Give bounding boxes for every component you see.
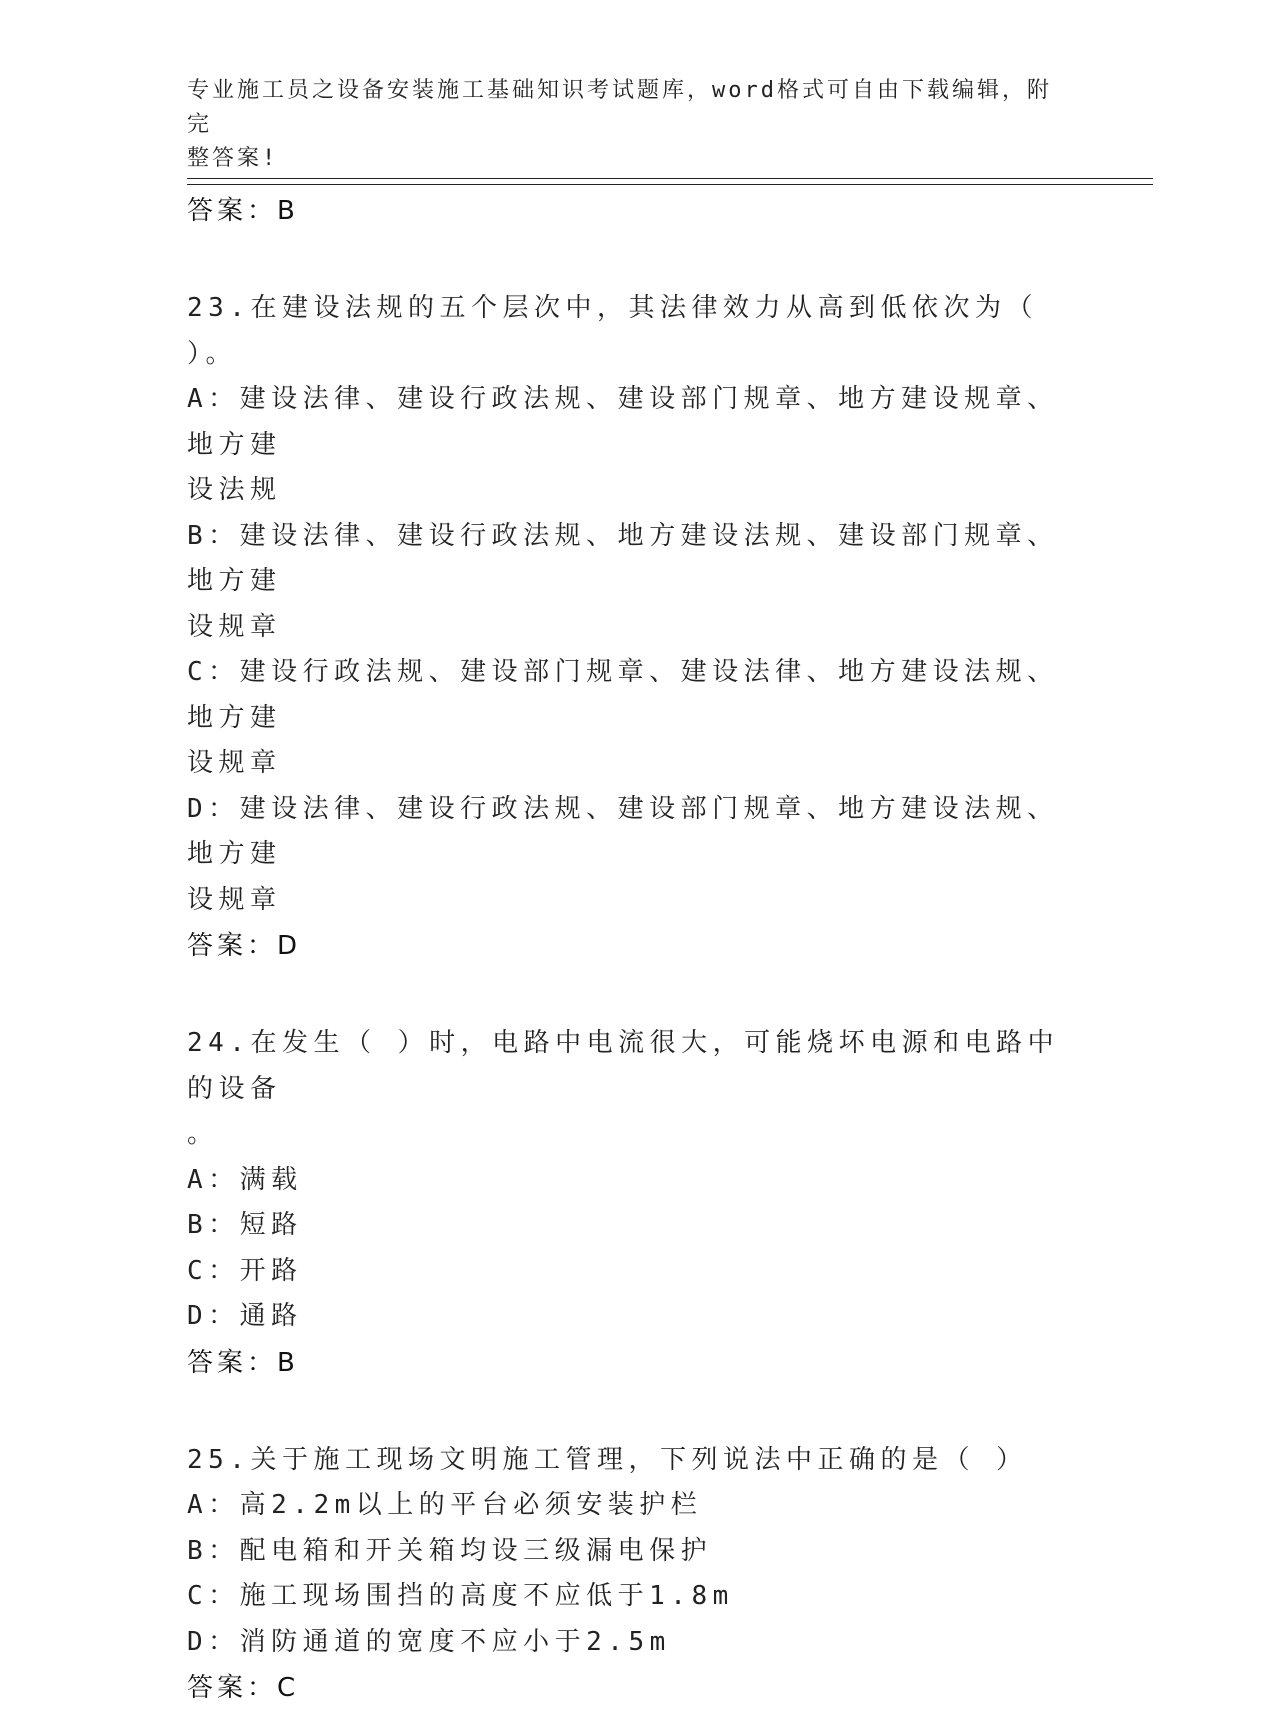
- question-stem: [187, 1021, 1067, 1158]
- question-list: [187, 188, 1067, 1711]
- answer-line: [187, 923, 1067, 969]
- question-stem: 25.关于施工现场文明施工管理，下列说法中正确的是（ ）: [187, 1438, 1067, 1484]
- answer-value: B: [277, 1348, 296, 1378]
- answer-label: 答案：: [187, 196, 277, 226]
- option-d: D：消防通道的宽度不应小于2.5m: [187, 1620, 1067, 1666]
- option-b: B：短路: [187, 1203, 1067, 1249]
- answer-line: [187, 1340, 1067, 1386]
- option-a: A：高2.2m以上的平台必须安装护栏: [187, 1483, 1067, 1529]
- header-divider: [187, 178, 1153, 185]
- answer-label: 答案：: [187, 1348, 277, 1378]
- option-c: C：开路: [187, 1249, 1067, 1295]
- document-header: [187, 74, 1067, 176]
- answer-value: D: [277, 931, 298, 961]
- option-a: [187, 377, 1067, 514]
- option-text-line: D：建设法律、建设行政法规、建设部门规章、地方建设法规、地方建: [187, 787, 1067, 878]
- option-text-line: 设规章: [187, 741, 1067, 787]
- question-25: [187, 1438, 1067, 1711]
- option-text-line: C：建设行政法规、建设部门规章、建设法律、地方建设法规、地方建: [187, 650, 1067, 741]
- previous-answer: [187, 188, 1067, 234]
- question-23: [187, 286, 1067, 969]
- option-c: [187, 650, 1067, 787]
- stem-text-line: 。: [187, 1112, 1067, 1158]
- header-line-1: 专业施工员之设备安装施工基础知识考试题库，word格式可自由下载编辑，附完: [187, 74, 1067, 142]
- option-a: A：满载: [187, 1158, 1067, 1204]
- option-text-line: 设规章: [187, 878, 1067, 924]
- question-stem: 23.在建设法规的五个层次中，其法律效力从高到低依次为（ ）。: [187, 286, 1067, 377]
- option-d: D：通路: [187, 1294, 1067, 1340]
- option-text-line: 设规章: [187, 605, 1067, 651]
- option-text-line: B：建设法律、建设行政法规、地方建设法规、建设部门规章、地方建: [187, 514, 1067, 605]
- option-c: C：施工现场围挡的高度不应低于1.8m: [187, 1574, 1067, 1620]
- answer-value: C: [277, 1673, 296, 1703]
- stem-text-line: 24.在发生（ ）时，电路中电流很大，可能烧坏电源和电路中的设备: [187, 1021, 1067, 1112]
- option-d: [187, 787, 1067, 924]
- answer-label: 答案：: [187, 1673, 277, 1703]
- option-b: [187, 514, 1067, 651]
- option-text-line: 设法规: [187, 468, 1067, 514]
- answer-label: 答案：: [187, 931, 277, 961]
- answer-line: [187, 1665, 1067, 1711]
- answer-value: B: [277, 196, 296, 226]
- option-b: B：配电箱和开关箱均设三级漏电保护: [187, 1529, 1067, 1575]
- question-24: [187, 1021, 1067, 1386]
- option-text-line: A：建设法律、建设行政法规、建设部门规章、地方建设规章、地方建: [187, 377, 1067, 468]
- header-line-2: 整答案!: [187, 142, 1067, 176]
